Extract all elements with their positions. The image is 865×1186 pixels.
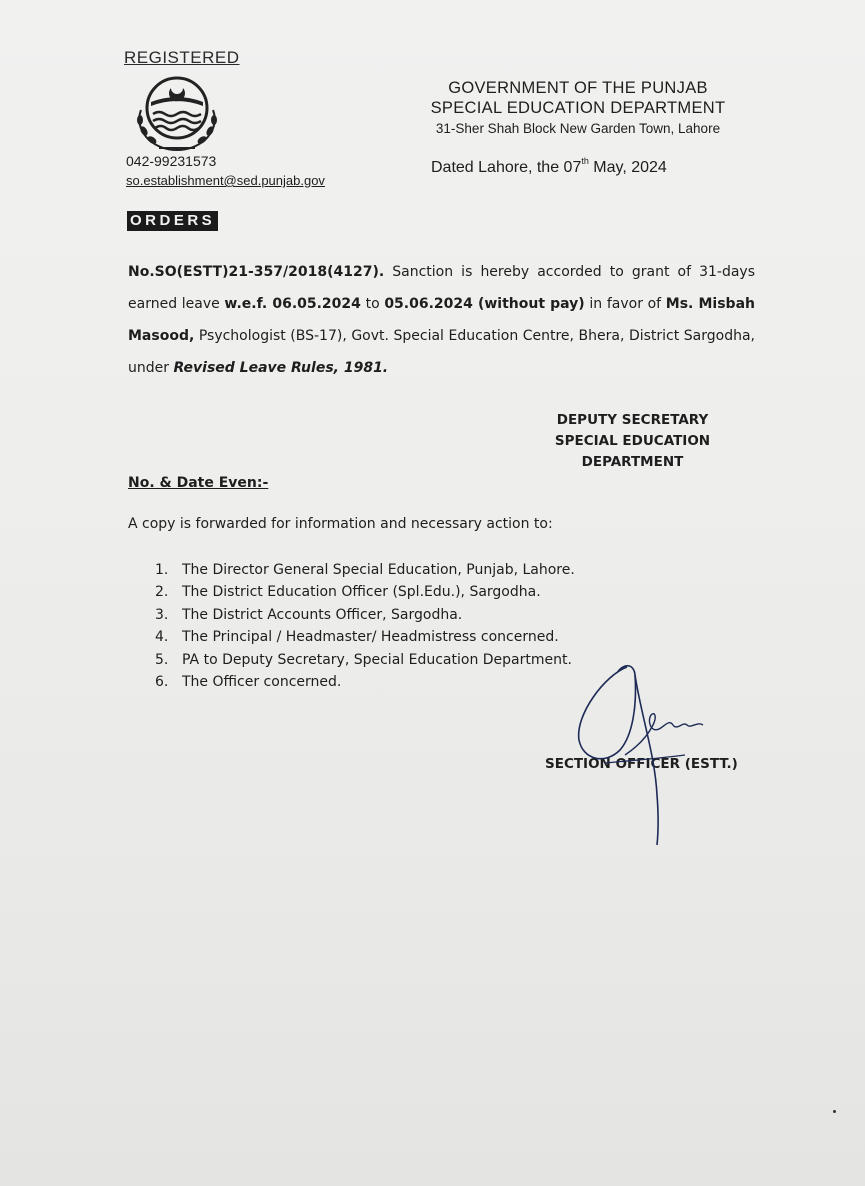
order-text-3: Psychologist (BS-17), Govt. Special Education Centre, Bhera, District Sargodha, under: [128, 328, 755, 376]
list-item: [155, 559, 575, 581]
order-number: No.SO(ESTT)21-357/2018(4127).: [128, 264, 385, 280]
list-number: 6.: [155, 674, 169, 691]
letterhead: [400, 78, 756, 139]
list-number: 5.: [155, 651, 169, 668]
date-superscript: th: [581, 156, 589, 166]
date-suffix: May, 2024: [588, 159, 667, 176]
list-number: 4.: [155, 629, 169, 646]
list-text: The Principal / Headmaster/ Headmistress concerned.: [182, 629, 559, 646]
employee-name: Ms. Misbah Masood,: [128, 296, 755, 344]
department-title: SPECIAL EDUCATION DEPARTMENT: [430, 99, 726, 117]
department-address: 31-Sher Shah Block New Garden Town, Lahore: [435, 121, 721, 136]
list-number: 2.: [155, 584, 169, 601]
list-text: The District Education Officer (Spl.Edu.), Sargodha.: [182, 584, 541, 601]
list-item: [155, 626, 575, 648]
distribution-list: [155, 559, 575, 693]
paper-speck: [833, 1110, 836, 1113]
phone-number: 042-99231573: [126, 153, 217, 169]
order-text-1: Sanction is hereby accorded to grant of 31-days earned leave: [128, 264, 755, 312]
punjab-emblem-icon: [131, 74, 223, 154]
no-date-even: No. & Date Even:-: [128, 475, 269, 491]
date-prefix: Dated Lahore, the 07: [431, 159, 582, 176]
leave-rules: Revised Leave Rules, 1981.: [173, 360, 389, 376]
orders-heading: ORDERS: [127, 211, 218, 231]
list-text: The Officer concerned.: [182, 674, 342, 691]
list-text: The District Accounts Officer, Sargodha.: [182, 606, 463, 623]
list-item: [155, 581, 575, 603]
end-date: 05.06.2024 (without pay): [384, 296, 585, 312]
order-text-2: in favor of: [584, 296, 666, 312]
list-item: [155, 671, 575, 693]
signature-icon: [565, 655, 725, 855]
list-item: [155, 649, 575, 671]
email-address: so.establishment@sed.punjab.gov: [126, 173, 325, 188]
signatory-line-3: DEPARTMENT: [581, 454, 684, 470]
list-number: 1.: [155, 562, 169, 578]
signatory-line-2: SPECIAL EDUCATION: [554, 433, 711, 449]
list-number: 3.: [155, 606, 169, 623]
government-title: GOVERNMENT OF THE PUNJAB: [448, 79, 708, 97]
signatory-line-1: DEPUTY SECRETARY: [556, 412, 709, 428]
section-officer-title: SECTION OFFICER (ESTT.): [545, 756, 738, 772]
date-line: [431, 156, 667, 177]
list-text: The Director General Special Education, Punjab, Lahore.: [182, 562, 575, 578]
list-item: [155, 604, 575, 626]
list-text: PA to Deputy Secretary, Special Education Department.: [182, 651, 572, 668]
effective-date: w.e.f. 06.05.2024: [224, 296, 361, 312]
order-paragraph: [128, 256, 755, 384]
order-text-to: to: [360, 296, 385, 312]
copy-forwarded-text: A copy is forwarded for information and necessary action to:: [128, 516, 553, 532]
registered-stamp: REGISTERED: [124, 48, 240, 67]
signatory-block: [540, 410, 725, 473]
